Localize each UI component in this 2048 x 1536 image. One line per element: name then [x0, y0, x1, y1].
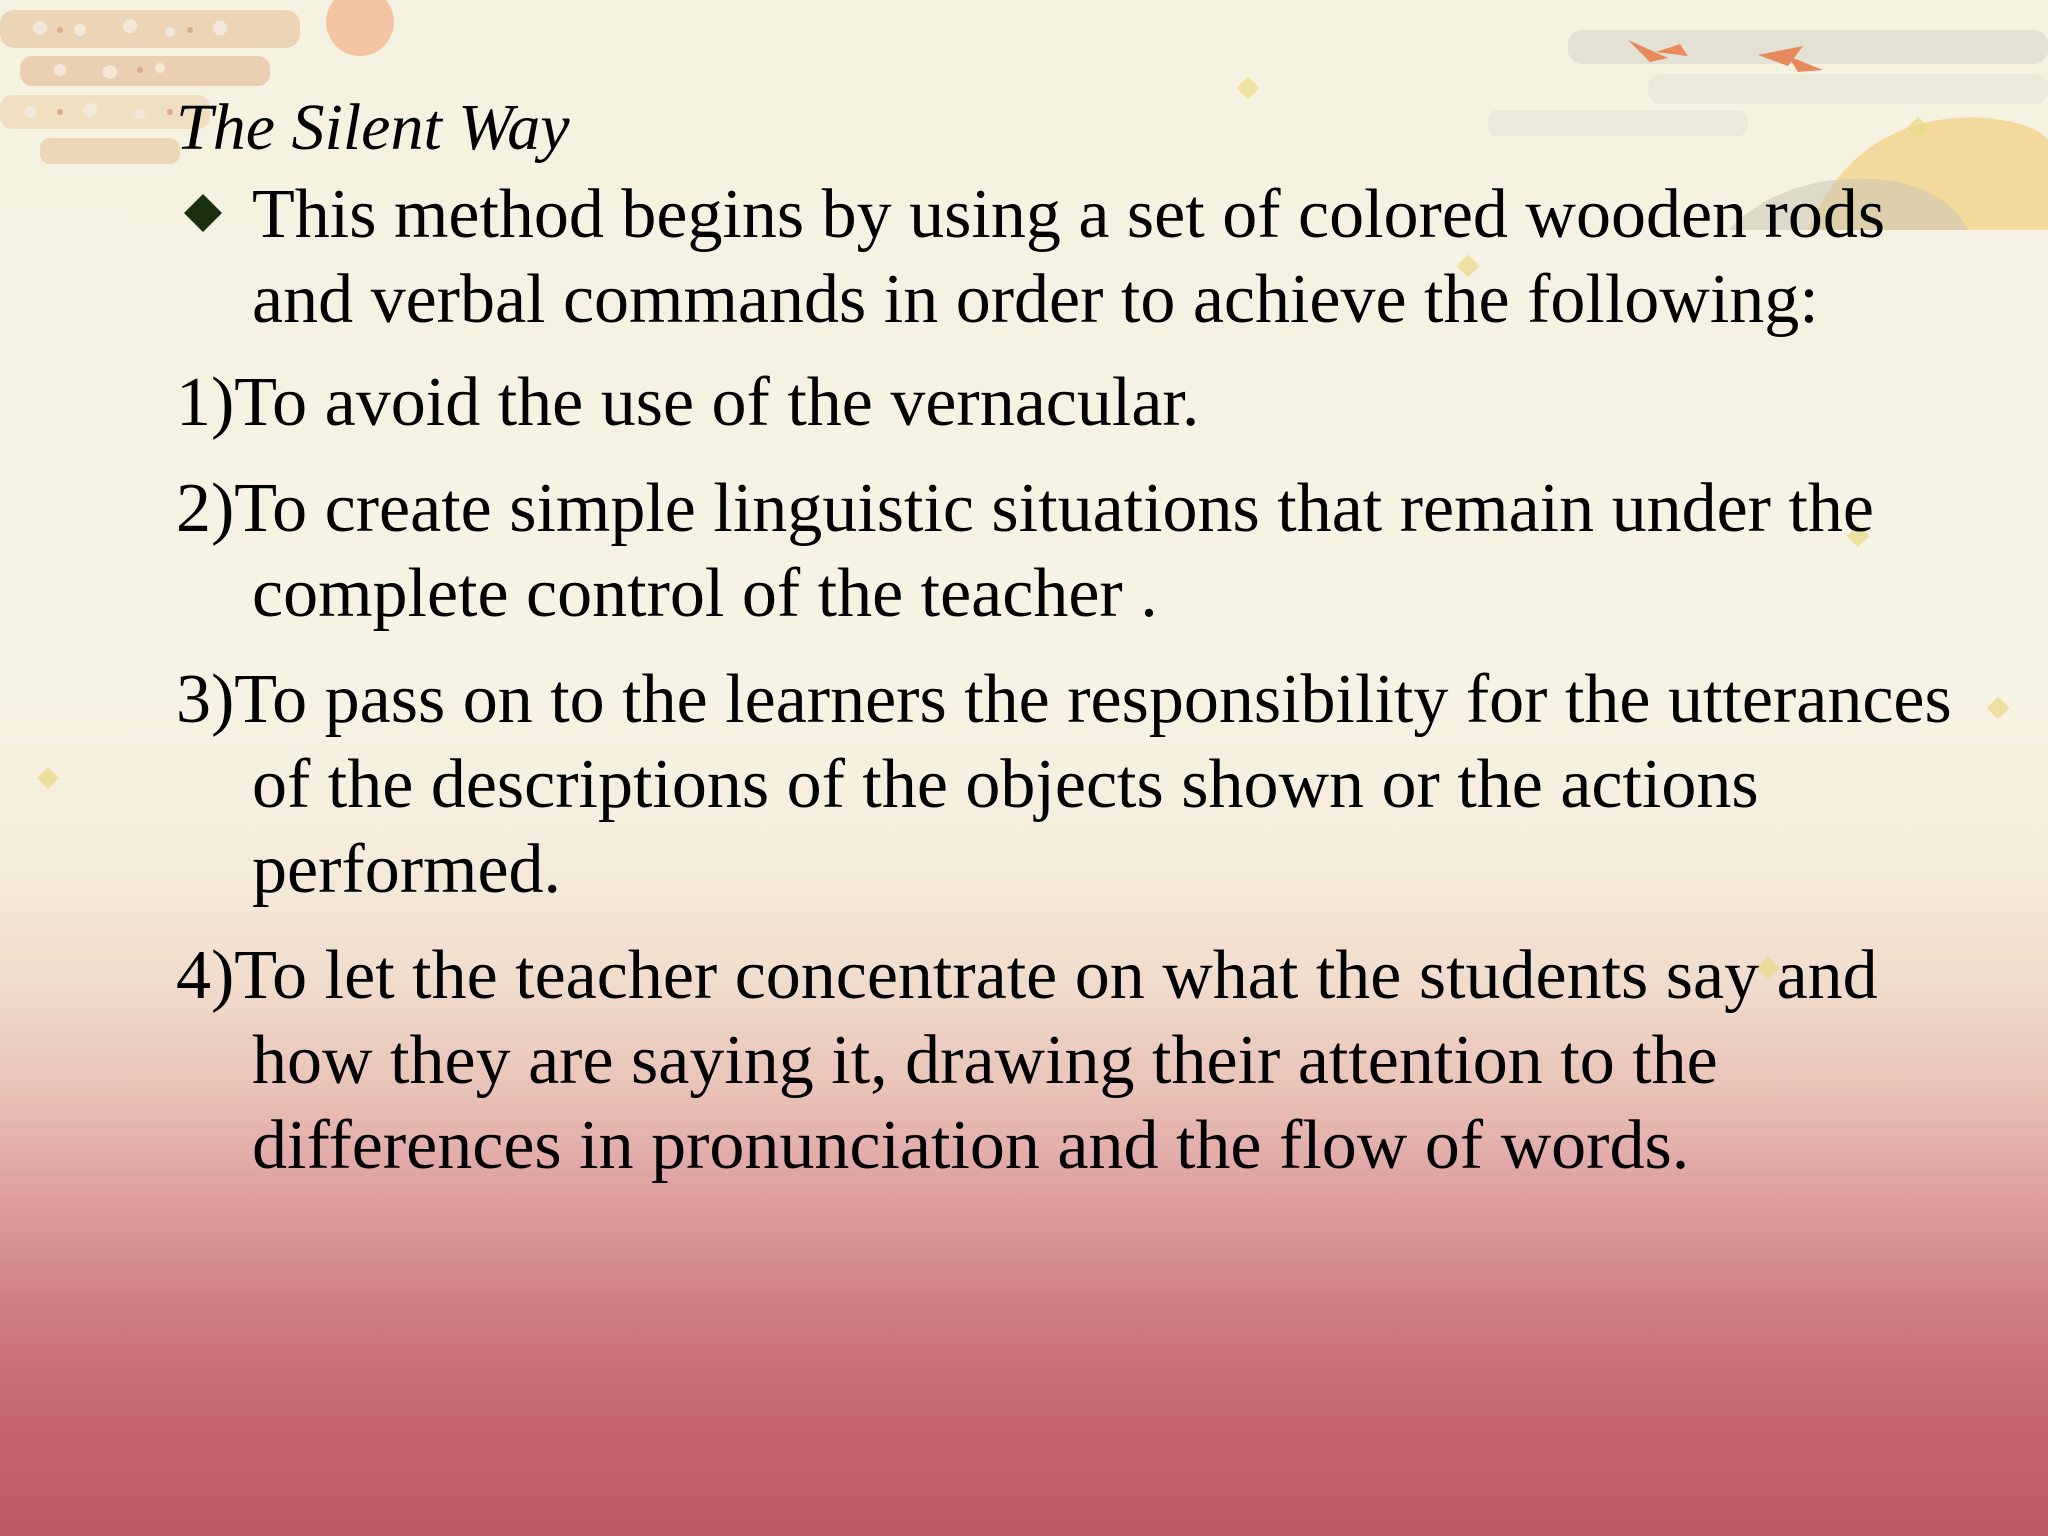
slide-content: [176, 88, 1956, 1209]
confetti-decoration: [1987, 697, 2010, 720]
list-item: 3)To pass on to the learners the responsibility for the utterances of the descriptions of the objects shown or the actions performed.: [176, 661, 1952, 908]
list-item: 1)To avoid the use of the vernacular.: [176, 364, 1200, 441]
list-item: 2)To create simple linguistic situations that remain under the complete control of the teacher .: [176, 470, 1874, 632]
intro-bullet: [176, 172, 1956, 342]
confetti-decoration: [37, 767, 60, 790]
slide-title: The Silent Way: [176, 91, 570, 164]
diamond-bullet-icon: [184, 194, 222, 232]
intro-text: This method begins by using a set of colored wooden rods and verbal commands in order to achieve the following:: [252, 176, 1886, 338]
list-item: 4)To let the teacher concentrate on what the students say and how they are saying it, drawing their attention to the differences in pronunciation and the flow of words.: [176, 937, 1878, 1184]
